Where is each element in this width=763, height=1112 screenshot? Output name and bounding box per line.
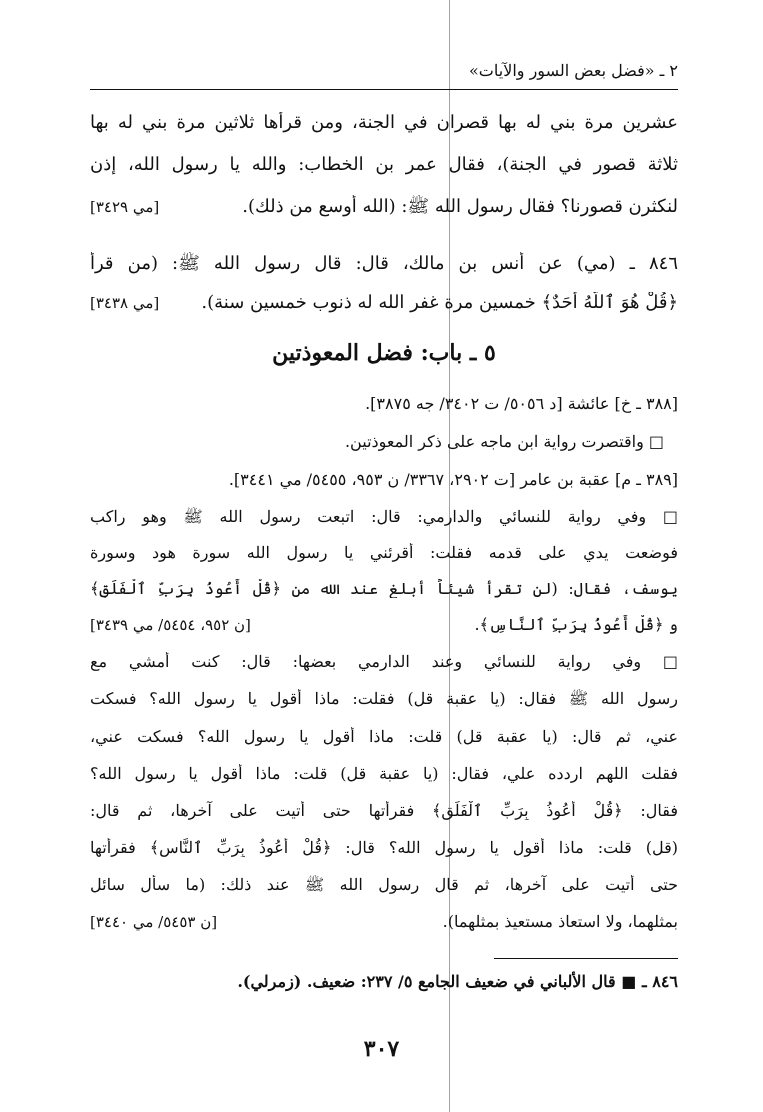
note-389b-reference: [ن ٥٤٥٣/ مي ٣٤٤٠] [90,913,218,931]
page-number: ٣٠٧ [363,1036,400,1062]
note-389b-line-3: عني، ثم قال: (يا عقبة قل) قلت: ماذا أقول يا رسول الله؟ فسكت عني، [90,727,678,746]
hadith-846-reference: [مي ٣٤٣٨] [90,294,160,312]
note-389b-line-6: (قل) قلت: ماذا أقول يا رسول الله؟ قال: ﴿قُلْ أَعُوذُ بِرَبِّ ٱلنَّاسِ﴾ فقرأتها [90,838,678,857]
hadith-845-text: لنكثرن قصورنا؟ فقال رسول الله ﷺ: (الله أوسع من ذلك). [242,196,678,217]
note-389a-text: و ﴿قُلْ أَعُوذُ بِرَبِّ ٱلنَّاسِ﴾. [474,615,678,634]
note-388: □ واقتصرت رواية ابن ماجه على ذكر المعوذتين. [344,432,664,451]
note-389b-line-1: □ وفي رواية للنسائي وعند الدارمي بعضها: قال: كنت أمشي مع [90,652,678,671]
footnote-846: ٨٤٦ ـ ■ قال الألباني في ضعيف الجامع ٥/ ٢٣٧: ضعيف. (زمرلي). [237,972,678,991]
note-389a-line-4 [90,615,678,634]
reference-389: [٣٨٩ ـ م] عقبة بن عامر [ت ٢٩٠٢، ٣٣٦٧/ ن ٩٥٣، ٥٤٥٥/ مي ٣٤٤١]. [228,470,678,489]
header-rule [90,89,678,90]
note-389a-line-1: □ وفي رواية للنسائي والدارمي: قال: اتبعت رسول الله ﷺ وهو راكب [90,507,678,526]
hadith-845-line-3 [90,195,678,221]
hadith-846-line-2 [90,292,678,313]
note-389b-line-2: رسول الله ﷺ فقال: (يا عقبة قل) فقلت: ماذا أقول يا رسول الله؟ فسكت [90,689,678,708]
note-389b-line-8 [90,912,678,931]
hadith-846-text: ﴿قُلْ هُوَ ٱللَّهُ أَحَدٌ﴾ خمسين مرة غفر الله له ذنوب خمسين سنة). [201,292,678,313]
running-header: ٢ ـ «فضل بعض السور والآيات» [469,61,678,80]
hadith-846-line-1: ٨٤٦ ـ (مي) عن أنس بن مالك، قال: قال رسول الله ﷺ: (من قرأ [90,253,678,274]
note-389b-line-4: فقلت اللهم اردده علي، فقال: (يا عقبة قل) قلت: ماذا أقول يا رسول الله؟ [90,764,678,783]
note-389a-line-3: يوسف، فقال: (لن تقرأ شيئاً أبلغ عند الله من ﴿قُلْ أَعُوذُ بِرَبِّ ٱلْفَلَقِ﴾ [90,579,678,598]
hadith-845-line-1: عشرين مرة بني له بها قصران في الجنة، ومن قرأها ثلاثين مرة بني له بها [90,112,678,133]
reference-388: [٣٨٨ ـ خ] عائشة [د ٥٠٥٦/ ت ٣٤٠٢/ جه ٣٨٧٥]. [365,394,678,413]
chapter-heading: ٥ ـ باب: فضل المعوذتين [272,340,496,366]
hadith-845-reference: [مي ٣٤٢٩] [90,198,160,216]
note-389b-line-7: حتى أتيت على آخرها، ثم قال رسول الله ﷺ عند ذلك: (ما سأل سائل [90,875,678,894]
note-389b-text: بمثلهما، ولا استعاذ مستعيذ بمثلهما). [442,912,678,931]
note-389b-line-5: فقال: ﴿قُلْ أَعُوذُ بِرَبِّ ٱلْفَلَقِ﴾ فقرأتها حتى أتيت على آخرها، ثم قال: [90,801,678,820]
footnote-rule [494,958,678,959]
hadith-845-line-2: ثلاثة قصور في الجنة)، فقال عمر بن الخطاب: والله يا رسول الله، إذن [90,154,678,175]
note-389a-line-2: فوضعت يدي على قدمه فقلت: أقرئني يا رسول الله سورة هود وسورة [90,543,678,562]
note-389a-reference: [ن ٩٥٢، ٥٤٥٤/ مي ٣٤٣٩] [90,616,251,634]
